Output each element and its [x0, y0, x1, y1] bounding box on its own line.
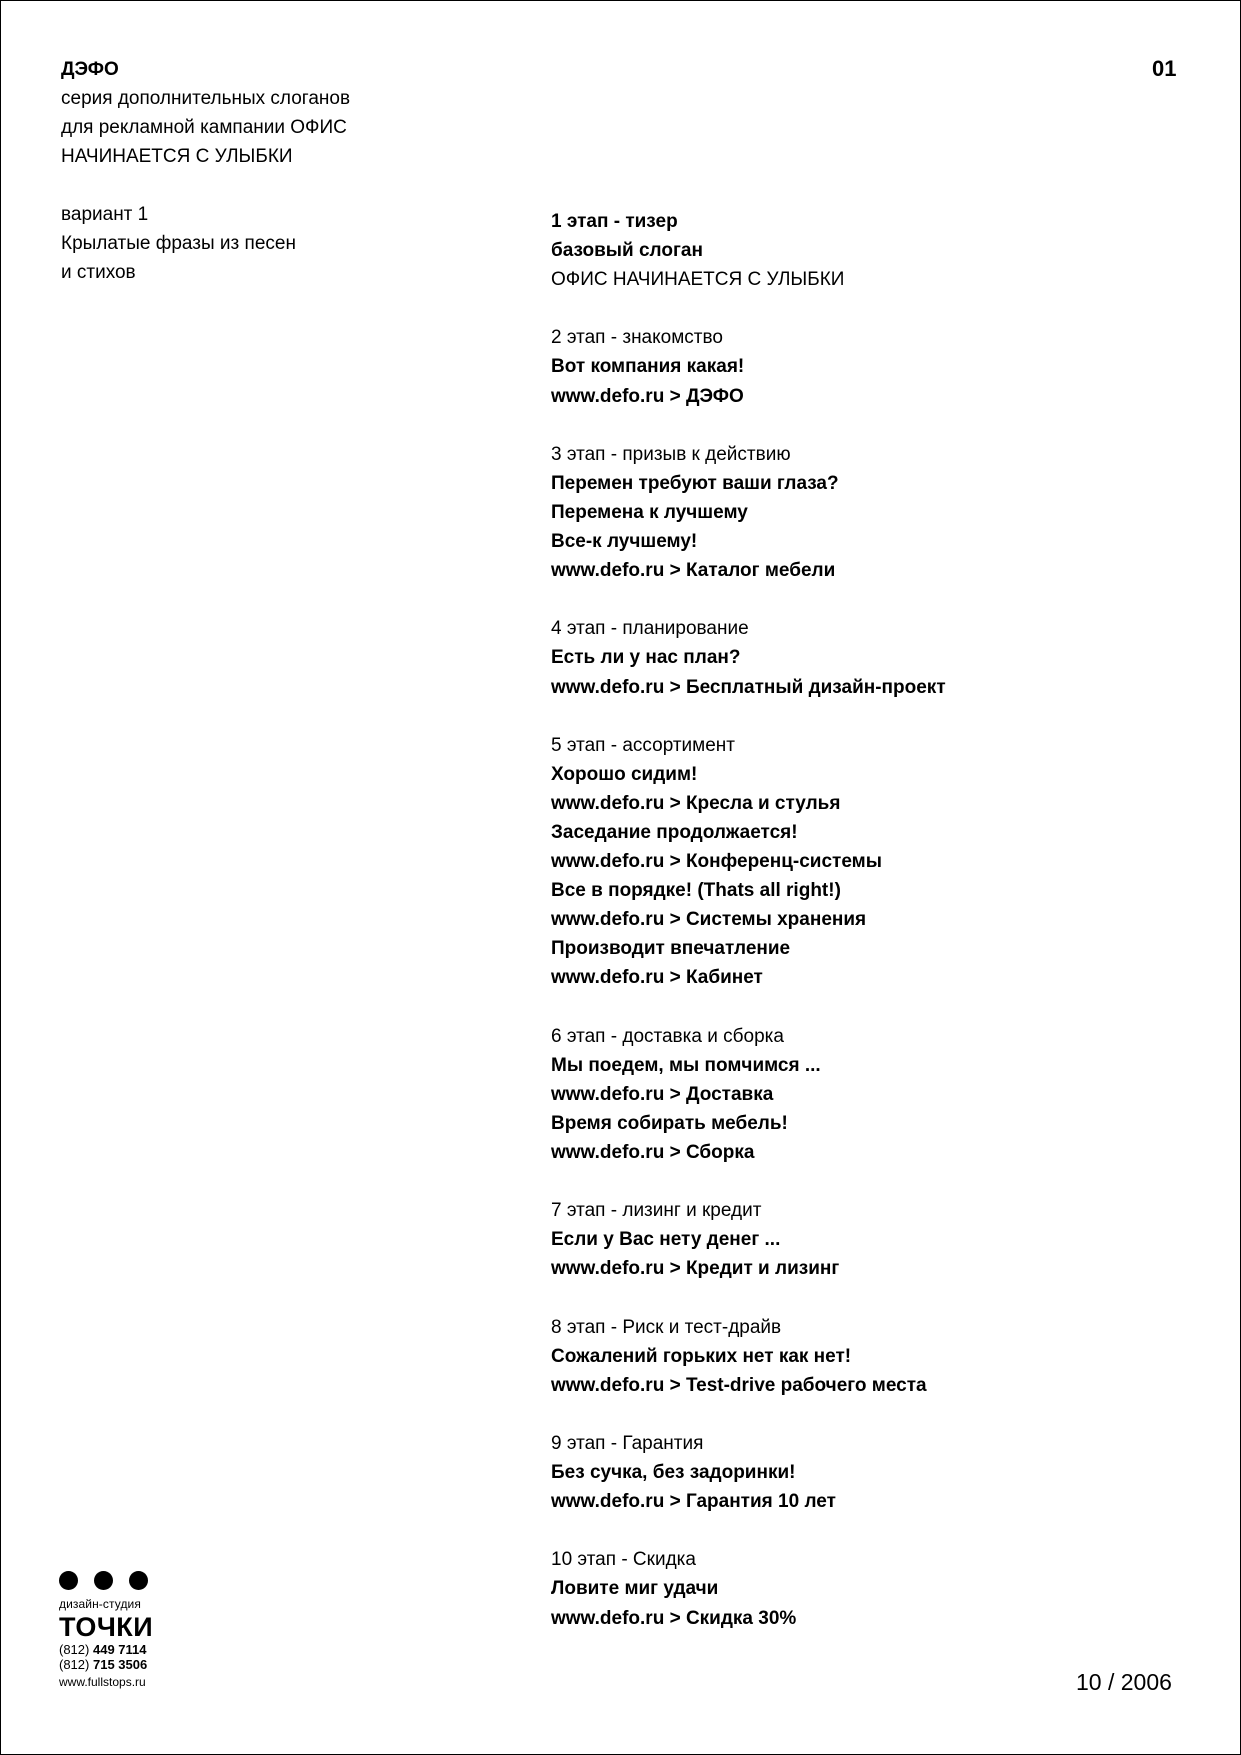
- stage-line: Ловите миг удачи: [551, 1578, 719, 1600]
- stage-1: [551, 207, 1191, 294]
- stage-3: [551, 440, 1191, 585]
- stage-link: www.defo.ru > Системы хранения: [551, 909, 867, 931]
- stage-link: www.defo.ru > ДЭФО: [551, 385, 744, 407]
- stage-link: www.defo.ru > Кабинет: [551, 967, 763, 989]
- stage-line: Заседание продолжается!: [551, 821, 798, 843]
- stage-line: Все-к лучшему!: [551, 531, 698, 553]
- stage-heading: 10 этап - Скидка: [551, 1549, 696, 1571]
- subtitle-line: для рекламной кампании ОФИС: [61, 117, 347, 138]
- stage-line: ОФИС НАЧИНАЕТСЯ С УЛЫБКИ: [551, 269, 845, 291]
- stage-line: Если у Вас нету денег ...: [551, 1229, 781, 1251]
- stage-line: базовый слоган: [551, 240, 703, 262]
- stage-link: www.defo.ru > Кресла и стулья: [551, 792, 841, 814]
- studio-brand: ТОЧКИ: [59, 1612, 154, 1642]
- stage-heading: 3 этап - призыв к действию: [551, 443, 791, 465]
- stage-8: [551, 1313, 1191, 1400]
- stage-7: [551, 1196, 1191, 1283]
- studio-website: www.fullstops.ru: [59, 1675, 146, 1689]
- three-dots-icon: [59, 1571, 219, 1591]
- variant-block: [61, 200, 296, 287]
- stage-2: [551, 323, 1191, 410]
- stage-heading: 1 этап - тизер: [551, 211, 678, 232]
- variant-description-line: и стихов: [61, 262, 136, 283]
- stage-heading: 4 этап - планирование: [551, 618, 749, 640]
- phone-code: (812): [59, 1642, 90, 1657]
- studio-logo: [59, 1571, 219, 1690]
- stage-link: www.defo.ru > Скидка 30%: [551, 1607, 797, 1629]
- stage-link: www.defo.ru > Доставка: [551, 1083, 774, 1105]
- stage-line: Сожалений горьких нет как нет!: [551, 1345, 852, 1367]
- stage-9: [551, 1429, 1191, 1516]
- subtitle-line: серия дополнительных слоганов: [61, 88, 351, 109]
- stage-heading: 7 этап - лизинг и кредит: [551, 1200, 762, 1222]
- phone-line: [59, 1657, 219, 1672]
- phone-code: (812): [59, 1657, 90, 1672]
- stage-line: Перемена к лучшему: [551, 501, 748, 523]
- stage-line: Время собирать мебель!: [551, 1112, 788, 1134]
- dot-icon: [129, 1571, 148, 1590]
- stage-line: Есть ли у нас план?: [551, 647, 741, 669]
- stage-heading: 2 этап - знакомство: [551, 327, 723, 349]
- stage-line: Все в порядке! (Thats all right!): [551, 880, 841, 902]
- page-number: 01: [1152, 56, 1177, 81]
- document-header: [61, 55, 350, 171]
- stage-4: [551, 614, 1191, 701]
- stage-link: www.defo.ru > Конференц-системы: [551, 851, 882, 873]
- stage-link: www.defo.ru > Test-drive рабочего места: [551, 1374, 927, 1396]
- stage-link: www.defo.ru > Каталог мебели: [551, 560, 836, 582]
- document-date: 10 / 2006: [1076, 1669, 1172, 1695]
- stage-link: www.defo.ru > Бесплатный дизайн-проект: [551, 676, 946, 698]
- subtitle-line: НАЧИНАЕТСЯ С УЛЫБКИ: [61, 146, 293, 167]
- stage-5: [551, 731, 1191, 993]
- stage-6: [551, 1022, 1191, 1167]
- phone-number: 715 3506: [92, 1657, 148, 1672]
- variant-label: вариант 1: [61, 204, 149, 225]
- stage-link: www.defo.ru > Сборка: [551, 1142, 755, 1163]
- stage-heading: 9 этап - Гарантия: [551, 1432, 704, 1454]
- stage-line: Перемен требуют ваши глаза?: [551, 472, 839, 494]
- phone-number: 449 7114: [92, 1642, 147, 1657]
- stage-line: Вот компания какая!: [551, 356, 745, 378]
- client-title: ДЭФО: [61, 59, 119, 80]
- stages-list: [551, 207, 1191, 1662]
- studio-label: дизайн-студия: [59, 1597, 141, 1611]
- stage-line: Без сучка, без задоринки!: [551, 1462, 796, 1484]
- stage-line: Мы поедем, мы помчимся ...: [551, 1054, 821, 1076]
- stage-line: Хорошо сидим!: [551, 763, 698, 785]
- stage-heading: 5 этап - ассортимент: [551, 734, 735, 756]
- dot-icon: [59, 1571, 78, 1590]
- stage-line: Производит впечатление: [551, 938, 791, 960]
- stage-link: www.defo.ru > Гарантия 10 лет: [551, 1491, 836, 1513]
- stage-heading: 6 этап - доставка и сборка: [551, 1025, 784, 1047]
- stage-10: [551, 1545, 1191, 1632]
- stage-heading: 8 этап - Риск и тест-драйв: [551, 1316, 782, 1338]
- variant-description-line: Крылатые фразы из песен: [61, 233, 296, 254]
- dot-icon: [94, 1571, 113, 1590]
- phone-line: [59, 1642, 219, 1657]
- stage-link: www.defo.ru > Кредит и лизинг: [551, 1258, 840, 1280]
